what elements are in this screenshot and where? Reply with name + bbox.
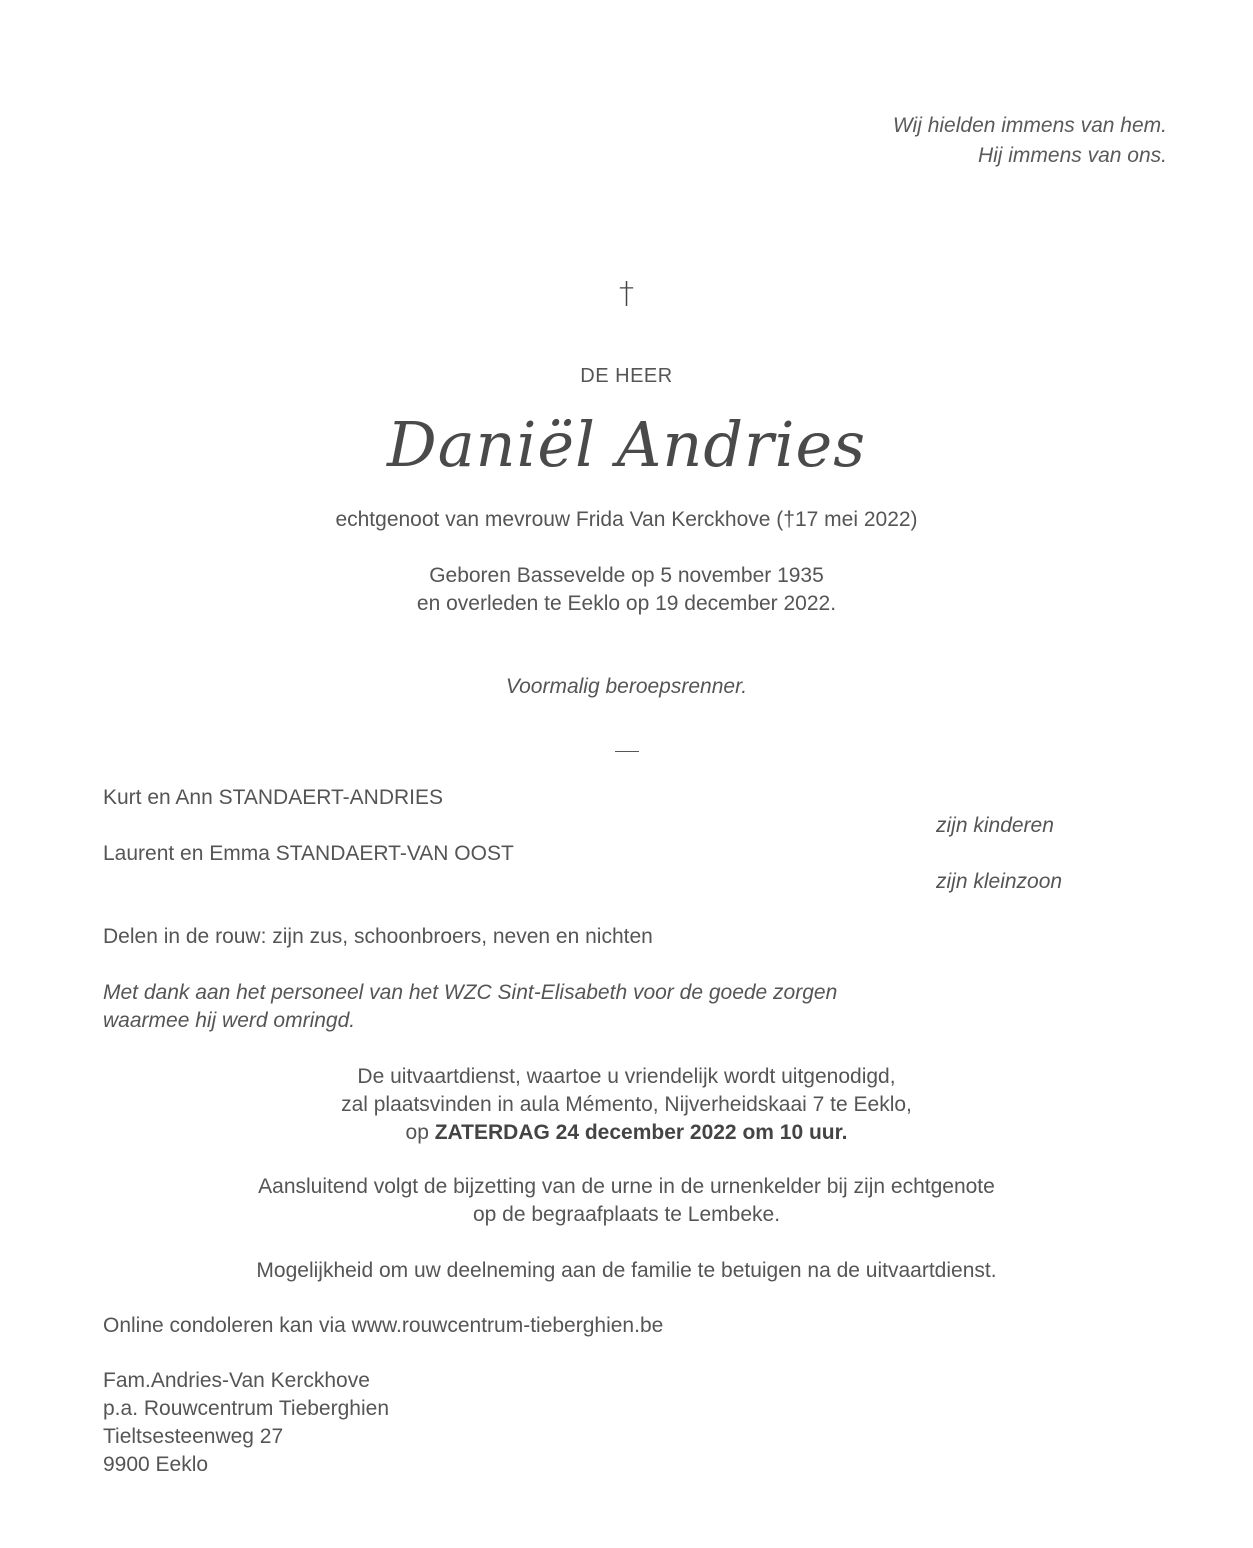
birth-line: Geboren Bassevelde op 5 november 1935 — [429, 564, 824, 587]
address-line-1: Fam.Andries-Van Kerckhove — [103, 1369, 370, 1392]
epigraph-line-2: Hij immens van ons. — [977, 144, 1167, 167]
family-grandson-names: Laurent en Emma STANDAERT-VAN OOST — [103, 842, 514, 865]
address-line-2: p.a. Rouwcentrum Tieberghien — [103, 1397, 389, 1420]
service-date: ZATERDAG 24 december 2022 om 10 uur. — [434, 1121, 848, 1144]
burial-line-1: Aansluitend volgt de bijzetting van de urne in de urnenkelder bij zijn echtgenote — [258, 1175, 995, 1198]
spouse-line: echtgenoot van mevrouw Frida Van Kerckhove (†17 mei 2022) — [335, 508, 918, 531]
address-line-4: 9900 Eeklo — [103, 1453, 209, 1476]
service-line-3 — [0, 1119, 1253, 1147]
cross-icon: † — [619, 276, 634, 311]
online-condolence-line: Online condoleren kan via www.rouwcentrum-tieberghien.be — [103, 1314, 664, 1337]
deceased-name: Daniël Andries — [386, 408, 867, 481]
family-children-names: Kurt en Ann STANDAERT-ANDRIES — [103, 786, 444, 809]
thanks-line-1: Met dank aan het personeel van het WZC Sint-Elisabeth voor de goede zorgen — [103, 981, 838, 1004]
service-date-prefix: op — [405, 1121, 435, 1144]
service-line-2: zal plaatsvinden in aula Mémento, Nijverheidskaai 7 te Eeklo, — [341, 1093, 912, 1116]
thanks-line-2: waarmee hij werd omringd. — [103, 1009, 356, 1032]
epigraph-line-1: Wij hielden immens van hem. — [892, 114, 1167, 137]
mourners-line: Delen in de rouw: zijn zus, schoonbroers, neven en nichten — [103, 925, 653, 948]
family-grandson-relation: zijn kleinzoon — [936, 870, 1063, 893]
death-line: en overleden te Eeklo op 19 december 2022. — [416, 592, 837, 615]
burial-line-2: op de begraafplaats te Lembeke. — [472, 1203, 781, 1226]
epigraph — [893, 111, 1167, 171]
service-line-1: De uitvaartdienst, waartoe u vriendelijk wordt uitgenodigd, — [357, 1065, 896, 1088]
family-children-relation: zijn kinderen — [936, 814, 1054, 837]
address-line-3: Tieltsesteenweg 27 — [103, 1425, 284, 1448]
honorific-title: DE HEER — [580, 365, 673, 387]
occupation-line: Voormalig beroepsrenner. — [505, 675, 748, 698]
divider — [615, 751, 639, 752]
condolence-note: Mogelijkheid om uw deelneming aan de familie te betuigen na de uitvaartdienst. — [256, 1259, 997, 1282]
